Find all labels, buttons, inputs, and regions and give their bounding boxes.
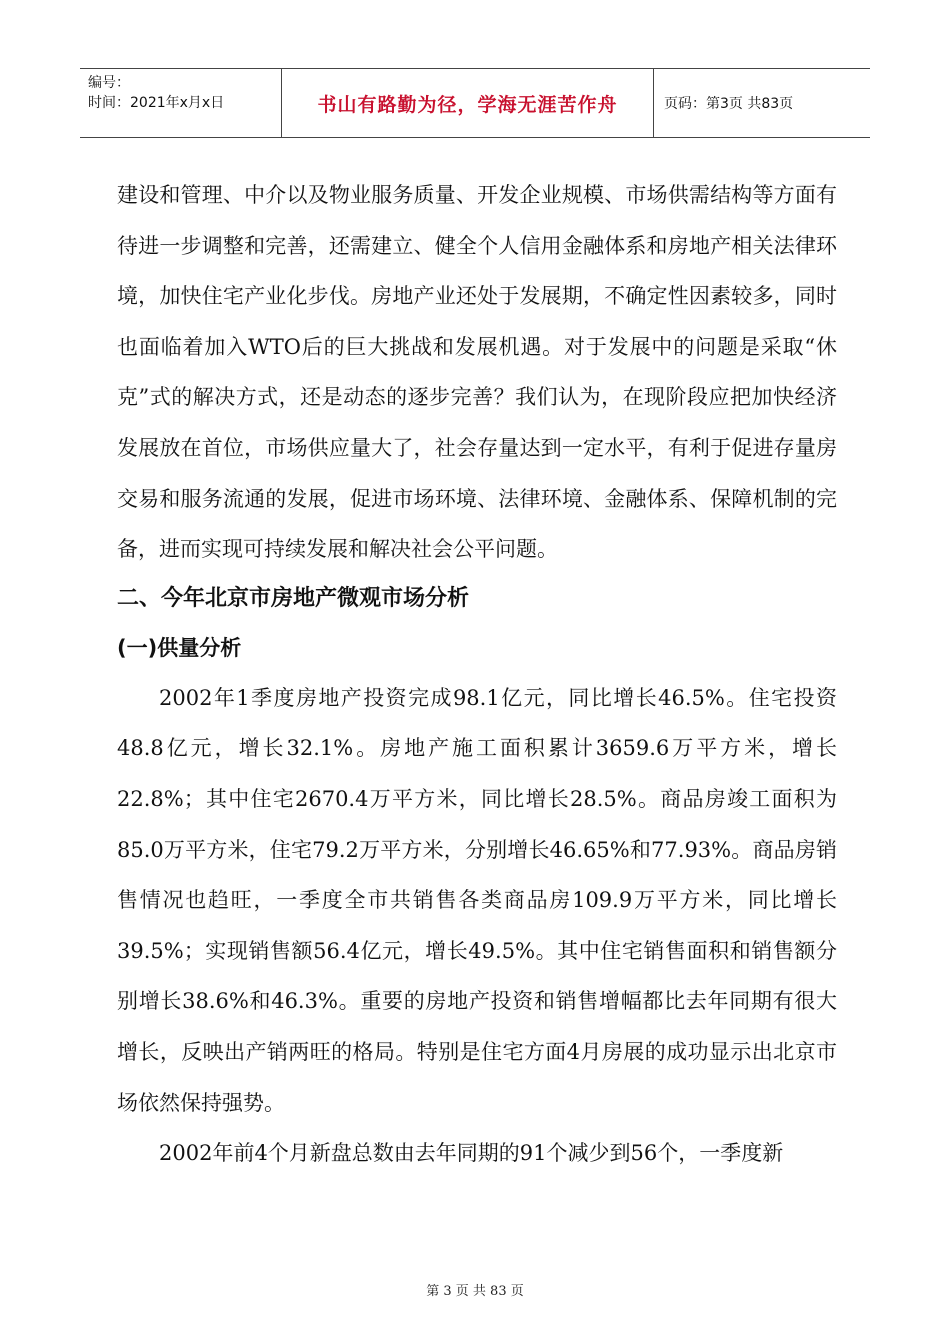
subsection-heading: (一)供量分析: [117, 635, 242, 660]
time-label: 时间：2021年x月x日: [88, 95, 225, 111]
body-paragraph: 2002年前4个月新盘总数由去年同期的91个减少到56个，一季度新: [159, 1141, 784, 1166]
header-page-info: 页码：第3页 共83页: [664, 96, 794, 112]
document-body: [117, 170, 837, 1179]
body-paragraph: 建设和管理、中介以及物业服务质量、开发企业规模、市场供需结构等方面有待进一步调整和完善，还需建立、健全个人信用金融体系和房地产相关法律环境，加快住宅产业化步伐。房地产业还处于发展期，不确定性因素较多，同时也面临着加入WTO后的巨大挑战和发展机遇。对于发展中的问题是采取“休克”式的解决方式，还是动态的逐步完善？我们认为，在现阶段应把加快经济发展放在首位，市场供应量大了，社会存量达到一定水平，有利于促进存量房交易和服务流通的发展，促进市场环境、法律环境、金融体系、保障机制的完备，进而实现可持续发展和解决社会公平问题。: [117, 183, 837, 562]
body-paragraph: 2002年1季度房地产投资完成98.1亿元，同比增长46.5%。住宅投资48.8亿元，增长32.1%。房地产施工面积累计3659.6万平方米，增长22.8%；其中住宅2670.4万平方米，同比增长28.5%。商品房竣工面积为85.0万平方米，住宅79.2万平方米，分别增长46.65%和77.93%。商品房销售情况也趋旺，一季度全市共销售各类商品房109.9万平方米，同比增长39.5%；实现销售额56.4亿元，增长49.5%。其中住宅销售面积和销售额分别增长38.6%和46.3%。重要的房地产投资和销售增幅都比去年同期有很大增长，反映出产销两旺的格局。特别是住宅方面4月房展的成功显示出北京市场依然保持强势。: [117, 685, 837, 1115]
number-label: 编号：: [88, 75, 130, 91]
page-footer: 第 3 页 共 83 页: [426, 1284, 524, 1299]
header-meta: [80, 69, 282, 137]
header-motto: 书山有路勤为径，学海无涯苦作舟: [282, 69, 654, 137]
document-header: [80, 68, 870, 138]
section-heading: 二、今年北京市房地产微观市场分析: [117, 585, 470, 611]
